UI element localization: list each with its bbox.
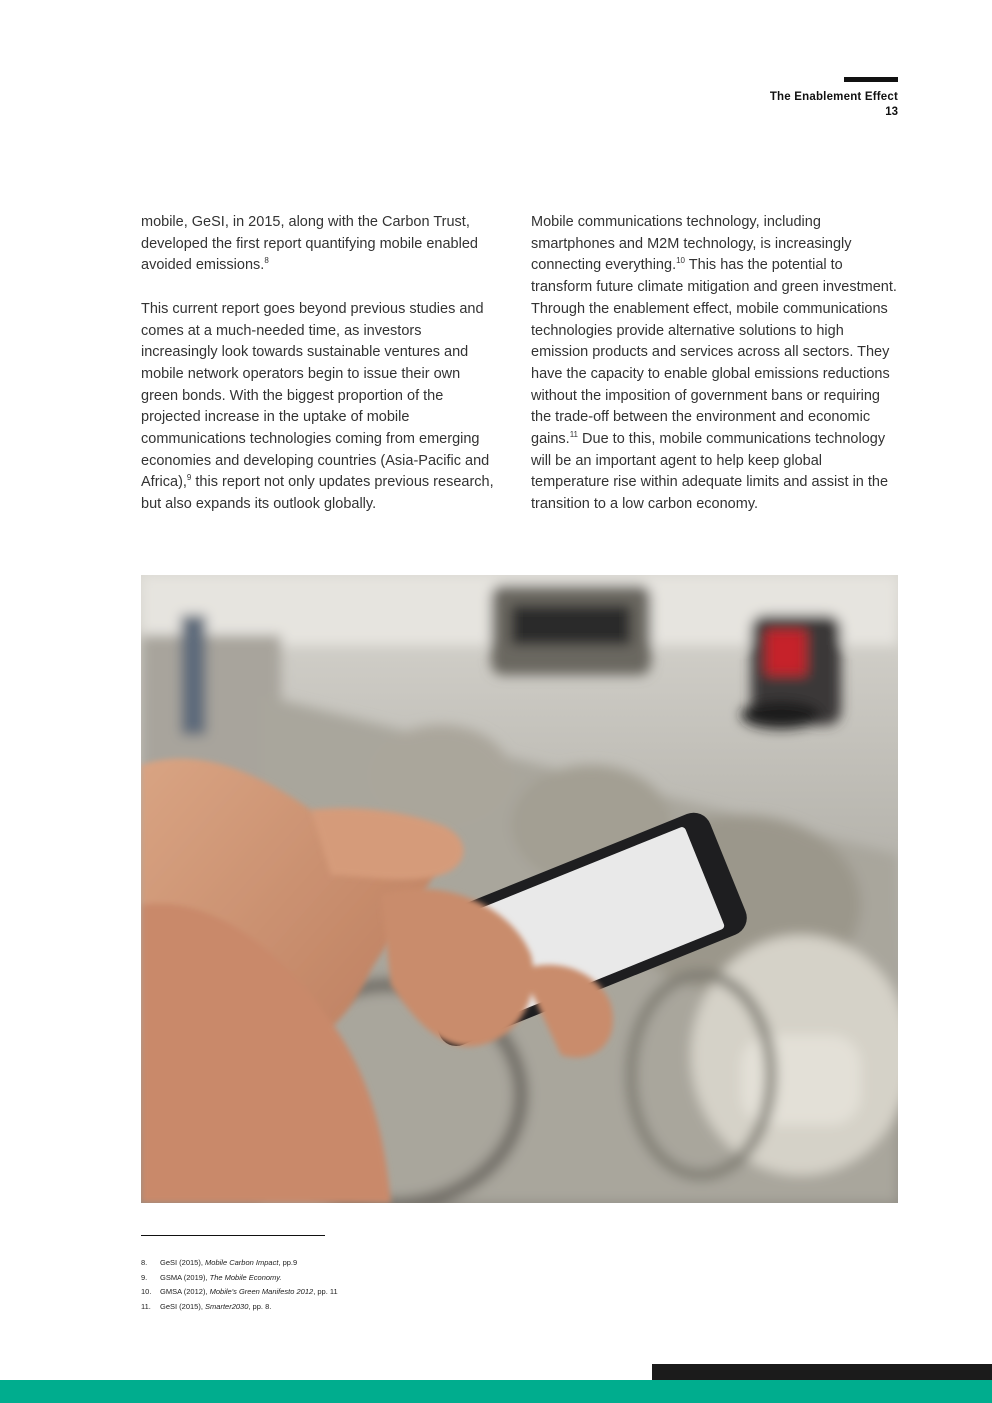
paragraph-text: Mobile communications technology, including smartphones and M2M technology, is increasingly connecting everything. [531,214,852,274]
footnote [141,1300,338,1315]
footer-accent-bar [0,1380,992,1403]
header-rule [844,77,898,82]
paragraph [141,299,501,516]
footnote-ref: 11 [569,430,579,440]
footnote-number: 11. [141,1301,151,1311]
footnote-number: 10. [141,1287,152,1296]
footnote-ref: 8 [264,256,269,266]
footnote-pages: , pp. 11 [313,1287,338,1296]
footnote-text [160,1271,282,1286]
footnote [141,1285,338,1300]
left-column [141,212,501,538]
footnote-number: 8. [141,1258,148,1267]
footnote-pages: , pp.9 [278,1258,298,1267]
paragraph-text: This has the potential to transform future climate mitigation and green investment. Through the enablement effect, mobile communications technologies provide alternative solutions to high emission products and services across all sectors. They have the capacity to enable global emissions reductions without the imposition of government bans or requiring the trade-off between the environment and economic gains. [531,257,897,448]
footnote-source: GeSI (2015), [160,1301,206,1311]
footnote-title: Mobile's Green Manifesto 2012 [209,1287,314,1296]
paragraph-text: this report not only updates previous research, but also expands its outlook globally. [141,474,494,513]
footnote-ref: 9 [186,473,192,483]
paragraph [141,212,501,277]
footnote-text [160,1285,338,1300]
running-header-title: The Enablement Effect [769,91,898,103]
photo-hand-with-smartphone-bike-share [141,575,898,1203]
footnote-text [160,1300,271,1315]
footnote-title: Mobile Carbon Impact [205,1258,279,1267]
footnote-pages: , pp. 8. [248,1301,272,1311]
footnote-title: Smarter2030 [205,1301,249,1311]
paragraph-text: Due to this, mobile communications technology will be an important agent to help keep global temperature rise within adequate limits and assist in the transition to a low carbon economy. [531,431,889,513]
footnote [141,1256,338,1271]
footnote-source: GeSI (2015), [160,1258,206,1267]
right-column [531,212,903,538]
footer-dark-bar [652,1364,992,1380]
footnote-source: GMSA (2012), [160,1287,210,1296]
footnote [141,1271,338,1286]
footnote-rule [141,1235,325,1236]
footnote-source: GSMA (2019), [160,1272,210,1282]
footnote-title: The Mobile Economy. [209,1272,282,1282]
footnote-text [160,1256,297,1271]
footnotes [141,1256,338,1314]
page-number: 13 [885,106,898,118]
paragraph-text: mobile, GeSI, in 2015, along with the Carbon Trust, developed the first report quantifying mobile enabled avoided emissions. [141,214,478,274]
paragraph-text: This current report goes beyond previous studies and comes at a much-needed time, as investors increasingly look towards sustainable ventures and mobile network operators begin to issue their own green bonds. With the biggest proportion of the projected increase in the uptake of mobile communications technologies coming from emerging economies and developing countries (Asia-Pacific and Africa), [141,300,490,491]
paragraph [531,212,903,516]
footnote-number: 9. [141,1272,148,1282]
footnote-ref: 10 [676,256,685,266]
